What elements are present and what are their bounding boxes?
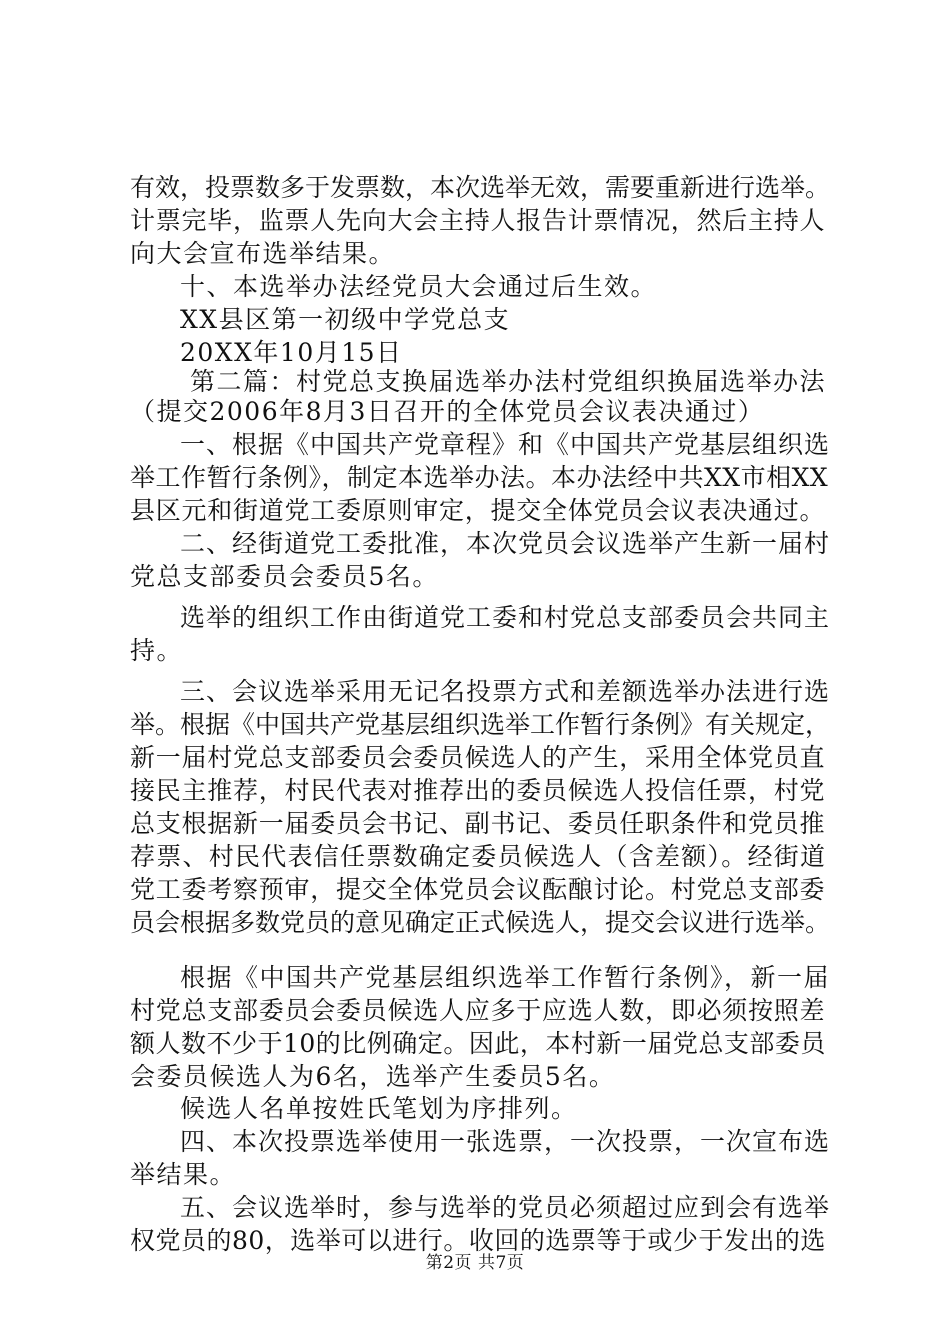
- signature-date: 20XX年10月15日: [180, 338, 403, 367]
- text-line: 权党员的80，选举可以进行。收回的选票等于或少于发出的选: [130, 1226, 826, 1255]
- text-line: 候选人名单按姓氏笔划为序排列。: [180, 1094, 578, 1123]
- text-line: 十、本选举办法经党员大会通过后生效。: [180, 272, 658, 301]
- text-line: 举结果。: [130, 1160, 237, 1189]
- text-line: 选举的组织工作由街道党工委和村党总支部委员会共同主: [180, 603, 831, 632]
- text-line: 会委员候选人为6名，选举产生委员5名。: [130, 1062, 616, 1091]
- text-line: 党总支部委员会委员5名。: [130, 562, 439, 591]
- text-line: 村党总支部委员会委员候选人应多于应选人数，即必须按照差: [130, 996, 826, 1025]
- text-line: 举。根据《中国共产党基层组织选举工作暂行条例》有关规定，: [130, 710, 831, 739]
- text-line: 根据《中国共产党基层组织选举工作暂行条例》，新一届: [180, 963, 831, 992]
- text-line: 五、会议选举时，参与选举的党员必须超过应到会有选举: [180, 1193, 831, 1222]
- text-line: 总支根据新一届委员会书记、副书记、委员任职条件和党员推: [130, 809, 826, 838]
- text-line: 一、根据《中国共产党章程》和《中国共产党基层组织选: [180, 430, 831, 459]
- text-line: 四、本次投票选举使用一张选票，一次投票，一次宣布选: [180, 1127, 831, 1156]
- text-line: 额人数不少于10的比例确定。因此，本村新一届党总支部委员: [130, 1029, 826, 1058]
- text-line: 县区元和街道党工委原则审定，提交全体党员会议表决通过。: [130, 496, 826, 525]
- text-line: 荐票、村民代表信任票数确定委员候选人（含差额）。经街道: [130, 842, 827, 871]
- text-line: 接民主推荐，村民代表对推荐出的委员候选人投信任票，村党: [130, 776, 826, 805]
- text-line: 计票完毕，监票人先向大会主持人报告计票情况，然后主持人: [130, 206, 826, 235]
- text-line: 举工作暂行条例》，制定本选举办法。本办法经中共XX市相XX: [130, 463, 829, 492]
- text-line: 党工委考察预审，提交全体党员会议酝酿讨论。村党总支部委: [130, 875, 826, 904]
- text-line: 新一届村党总支部委员会委员候选人的产生，采用全体党员直: [130, 743, 826, 772]
- text-line: 员会根据多数党员的意见确定正式候选人，提交会议进行选举。: [130, 908, 831, 937]
- text-line: 有效，投票数多于发票数，本次选举无效，需要重新进行选举。: [130, 173, 831, 202]
- text-line: 持。: [130, 636, 184, 665]
- text-line: 三、会议选举采用无记名投票方式和差额选举办法进行选: [180, 677, 831, 706]
- text-line: 二、经街道党工委批准，本次党员会议选举产生新一届村: [180, 529, 831, 558]
- text-line: 向大会宣布选举结果。: [130, 239, 396, 268]
- section-subtitle: （提交2006年8月3日召开的全体党员会议表决通过）: [130, 397, 765, 426]
- page-number-footer: 第2页 共7页: [425, 1253, 525, 1273]
- section-title: 第二篇：村党总支换届选举办法村党组织换届选举办法: [190, 367, 827, 396]
- signature-organization: XX县区第一初级中学党总支: [180, 305, 511, 334]
